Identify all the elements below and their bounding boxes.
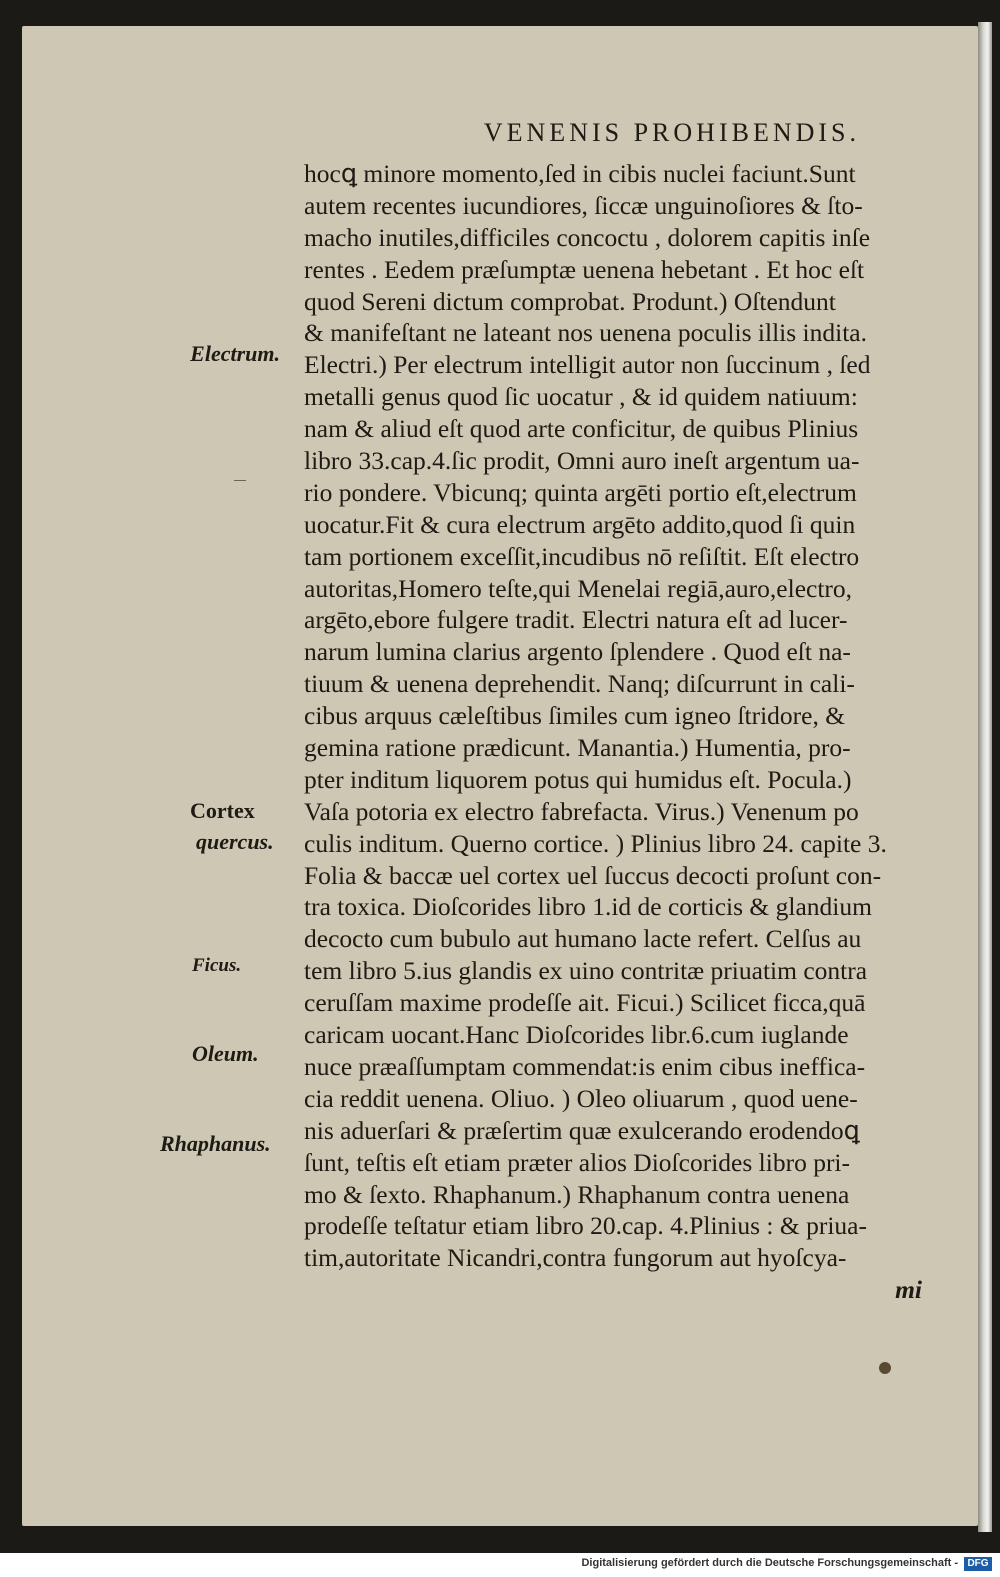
dfg-logo-icon: DFG bbox=[964, 1557, 992, 1571]
page-edge bbox=[978, 22, 992, 1532]
text-line: gemina ratione prædicunt. Manantia.) Humentia, pro- bbox=[304, 733, 851, 763]
text-line: rentes . Eedem præſumptæ uenena hebetant . Et hoc eſt bbox=[304, 254, 865, 284]
text-line: tra toxica. Dioſcorides libro 1.id de corticis & glandium bbox=[304, 892, 872, 922]
text-line: argēto,ebore fulgere tradit. Electri natura eſt ad lucer- bbox=[304, 605, 848, 635]
text-line: tim,autoritate Nicandri,contra fungorum aut hyoſcya- bbox=[304, 1243, 847, 1273]
footer-bar bbox=[0, 1553, 1000, 1577]
running-head: VENENIS PROHIBENDIS. bbox=[483, 118, 860, 147]
margin-dash bbox=[234, 480, 246, 481]
text-line: prodeſſe teſtatur etiam libro 20.cap. 4.Plinius : & priua- bbox=[304, 1211, 867, 1241]
body-text bbox=[304, 158, 936, 1306]
margin-note-oleum: Oleum. bbox=[192, 1041, 259, 1066]
catchword: mi bbox=[895, 1275, 922, 1305]
text-line: Folia & baccæ uel cortex uel ſuccus decocti proſunt con- bbox=[304, 860, 882, 890]
text-line: cia reddit uenena. Oliuo. ) Oleo oliuarum , quod uene- bbox=[304, 1083, 858, 1113]
text-line: nuce præaſſumptam commendat:is enim cibus ineffica- bbox=[304, 1051, 866, 1081]
text-line: metalli genus quod ſic uocatur , & id quidem natiuum: bbox=[304, 382, 858, 412]
text-line: tam portionem exceſſit,incudibus nō reſiſtit. Eſt electro bbox=[304, 541, 860, 571]
text-line: nam & aliud eſt quod arte conficitur, de quibus Plinius bbox=[304, 414, 859, 444]
text-line: cibus arquus cæleſtibus ſimiles cum igneo ſtridore, & bbox=[304, 701, 846, 731]
text-line: ſunt, teſtis eſt etiam præter alios Dioſcorides libro pri- bbox=[304, 1147, 851, 1177]
text-line: Vaſa potoria ex electro fabrefacta. Virus.) Venenum po bbox=[304, 796, 859, 826]
margin-note-quercus: quercus. bbox=[196, 829, 274, 854]
text-line: libro 33.cap.4.ſic prodit, Omni auro ineſt argentum ua- bbox=[304, 446, 860, 476]
text-line: quod Sereni dictum comprobat. Produnt.) Oſtendunt bbox=[304, 286, 836, 316]
text-line: hocꝗ minore momento,ſed in cibis nuclei faciunt.Sunt bbox=[304, 159, 856, 188]
text-line: pter inditum liquorem potus qui humidus eſt. Pocula.) bbox=[304, 764, 852, 794]
text-line: nis aduerſari & præſertim quæ exulcerando erodendoꝗ bbox=[304, 1115, 860, 1145]
margin-note-cortex: Cortex bbox=[190, 798, 255, 823]
margin-note-ficus: Ficus. bbox=[192, 955, 242, 976]
text-line: uocatur.Fit & cura electrum argēto addito,quod ſi quin bbox=[304, 509, 856, 539]
text-line: tem libro 5.ius glandis ex uino contritæ priuatim contra bbox=[304, 956, 868, 986]
text-line: macho inutiles,difficiles concoctu , dolorem capitis inſe bbox=[304, 222, 871, 252]
text-line: ceruſſam maxime prodeſſe ait. Ficui.) Scilicet ficca,quā bbox=[304, 988, 866, 1018]
text-line: Electri.) Per electrum intelligit autor non ſuccinum , ſed bbox=[304, 350, 871, 380]
margin-note-electrum: Electrum. bbox=[190, 341, 280, 366]
text-line: autoritas,Homero teſte,qui Menelai regiā,auro,electro, bbox=[304, 573, 853, 603]
text-line: culis inditum. Querno cortice. ) Plinius libro 24. capite 3. bbox=[304, 828, 887, 858]
text-line: rio pondere. Vbicunq; quinta argēti portio eſt,electrum bbox=[304, 477, 857, 507]
text-line: narum lumina clarius argento ſplendere . Quod eſt na- bbox=[304, 637, 851, 667]
text-line: & manifeſtant ne lateant nos uenena poculis illis indita. bbox=[304, 318, 867, 348]
text-line: decocto cum bubulo aut humano lacte refert. Celſus au bbox=[304, 924, 862, 954]
text-line: tiuum & uenena deprehendit. Nanq; diſcurrunt in cali- bbox=[304, 669, 855, 699]
text-line: autem recentes iucundiores, ſiccæ unguinoſiores & ſto- bbox=[304, 190, 863, 220]
funding-credit: Digitalisierung gefördert durch die Deutsche Forschungsgemeinschaft - bbox=[581, 1557, 958, 1569]
margin-note-rhaphanus: Rhaphanus. bbox=[160, 1131, 271, 1156]
text-line: mo & ſexto. Rhaphanum.) Rhaphanum contra uenena bbox=[304, 1179, 850, 1209]
ink-spot bbox=[879, 1362, 891, 1374]
text-line: caricam uocant.Hanc Dioſcorides libr.6.cum iuglande bbox=[304, 1020, 849, 1050]
